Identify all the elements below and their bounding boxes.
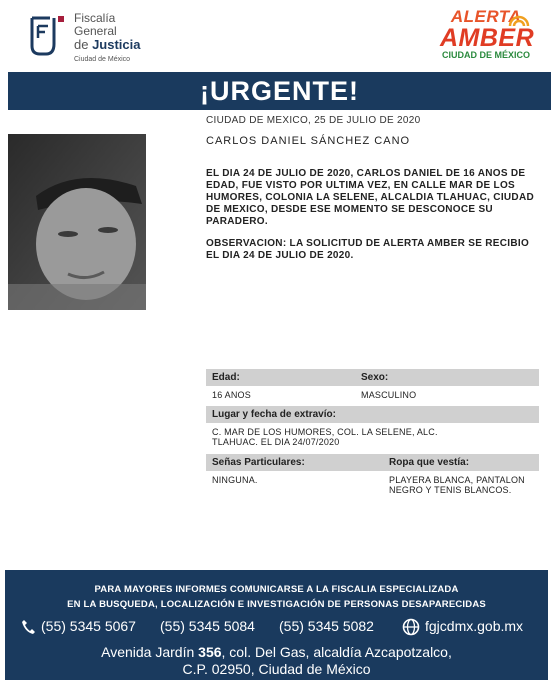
globe-icon (402, 618, 420, 636)
description-paragraph: EL DIA 24 DE JULIO DE 2020, CARLOS DANIEL DE 16 ANOS DE EDAD, FUE VISTO POR ULTIMA VEZ, EN CALLE MAR DE LOS HUMORES, COLONIA LA SELENE, ALCALDIA TLAHUAC, CIUDAD DE MEXICO, DESDE ESE MOMENTO SE DESCONOCE SU PARADERO. (206, 168, 534, 227)
alerta-amber-logo (440, 7, 535, 61)
clothes-label: Ropa que vestía: (389, 457, 470, 468)
sex-value: MASCULINO (361, 390, 417, 400)
address-post: , col. Del Gas, alcaldía Azcapotzalco, (221, 644, 452, 660)
amber-line3: CIUDAD DE MÉXICO (441, 50, 530, 60)
footer-info (5, 582, 548, 612)
observation-paragraph: OBSERVACION: LA SOLICITUD DE ALERTA AMBER SE RECIBIO EL DIA 24 DE JULIO DE 2020. (206, 238, 530, 261)
sex-label: Sexo: (361, 372, 389, 383)
missing-person-photo (8, 134, 146, 310)
fgj-line3-pre: de (74, 37, 93, 52)
amber-line1: ALERTA (450, 7, 522, 26)
phone-3: (55) 5345 5082 (279, 618, 374, 634)
place-date-label: Lugar y fecha de extravío: (212, 409, 336, 420)
fgj-line2: General (74, 24, 117, 38)
missing-person-name: CARLOS DANIEL SÁNCHEZ CANO (206, 135, 411, 147)
fgj-line4: Ciudad de México (74, 56, 131, 63)
place-date-value-1: C. MAR DE LOS HUMORES, COL. LA SELENE, ALC. (212, 427, 438, 437)
place-date-header (206, 406, 539, 423)
marks-value: NINGUNA. (212, 475, 258, 485)
age-value: 16 ANOS (212, 390, 251, 400)
urgent-banner: ¡URGENTE! (8, 72, 551, 110)
footer (5, 570, 548, 680)
fgj-logo-mark (28, 14, 68, 58)
age-label: Edad: (212, 372, 240, 383)
phone-1: (55) 5345 5067 (41, 618, 136, 634)
footer-line2: EN LA BUSQUEDA, LOCALIZACIÓN E INVESTIGACIÓN DE PERSONAS DESAPARECIDAS (67, 599, 486, 610)
fgj-logo-text (74, 12, 141, 66)
address-number: 356 (198, 644, 222, 660)
website: fgjcdmx.gob.mx (425, 618, 524, 634)
sun-icon (506, 8, 532, 28)
place-date-value-2: TLAHUAC. EL DIA 24/07/2020 (212, 437, 340, 447)
age-sex-header (206, 369, 539, 386)
marks-clothes-header (206, 454, 539, 471)
address-line2: C.P. 02950, Ciudad de México (182, 661, 371, 677)
address-pre: Avenida Jardín (101, 644, 199, 660)
fgj-line3-bold: Justicia (92, 37, 141, 52)
dateline: CIUDAD DE MEXICO, 25 DE JULIO DE 2020 (206, 115, 421, 126)
footer-line1: PARA MAYORES INFORMES COMUNICARSE A LA FISCALIA ESPECIALIZADA (94, 584, 459, 595)
fgj-line1: Fiscalía (74, 11, 116, 25)
amber-line2: AMBER (440, 24, 535, 52)
phone-icon (21, 619, 35, 635)
address-line1 (5, 644, 548, 660)
marks-label: Señas Particulares: (212, 457, 305, 468)
clothes-value-1: PLAYERA BLANCA, PANTALON (389, 475, 525, 485)
phone-2: (55) 5345 5084 (160, 618, 255, 634)
clothes-value-2: NEGRO Y TENIS BLANCOS. (389, 485, 512, 495)
